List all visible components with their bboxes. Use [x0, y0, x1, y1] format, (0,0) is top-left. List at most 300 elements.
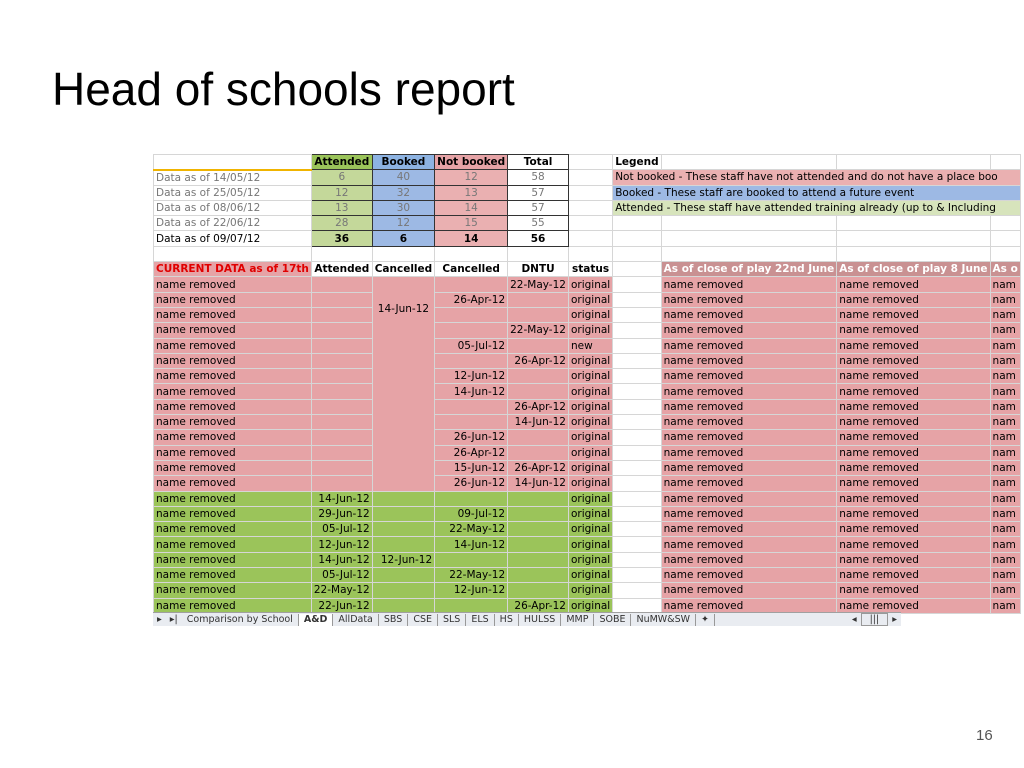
- close-8-june-cell[interactable]: name removed: [837, 506, 990, 521]
- cancelled-cell[interactable]: [372, 491, 434, 506]
- dntu-cell[interactable]: [508, 430, 569, 445]
- cell[interactable]: [613, 460, 661, 475]
- close-other-cell[interactable]: nam: [990, 522, 1020, 537]
- name-cell[interactable]: name removed: [154, 460, 312, 475]
- close-other-cell[interactable]: nam: [990, 491, 1020, 506]
- dntu-cell[interactable]: [508, 537, 569, 552]
- close-8-june-cell[interactable]: name removed: [837, 277, 990, 292]
- legend-item[interactable]: Booked - These staff are booked to attend a future event: [613, 185, 1021, 200]
- cell[interactable]: [613, 384, 661, 399]
- cell[interactable]: [568, 231, 612, 246]
- status-cell[interactable]: original: [568, 415, 612, 430]
- status-cell[interactable]: original: [568, 307, 612, 322]
- close-8-june-cell[interactable]: name removed: [837, 476, 990, 491]
- cell[interactable]: [568, 185, 612, 200]
- summary-not-booked[interactable]: 15: [435, 216, 508, 231]
- close-other-cell[interactable]: nam: [990, 292, 1020, 307]
- close-22-june-cell[interactable]: name removed: [661, 369, 837, 384]
- dntu-cell[interactable]: [508, 552, 569, 567]
- cell[interactable]: [154, 246, 312, 261]
- cell[interactable]: [837, 246, 990, 261]
- close-8-june-cell[interactable]: name removed: [837, 307, 990, 322]
- data-row: [154, 384, 1021, 399]
- cell[interactable]: [837, 231, 990, 246]
- close-22-june-cell[interactable]: name removed: [661, 460, 837, 475]
- attended-cell[interactable]: [311, 323, 372, 338]
- cancelled-merged-cell[interactable]: 14-Jun-12: [372, 277, 434, 491]
- summary-row-label[interactable]: Data as of 09/07/12: [154, 231, 312, 246]
- sheet-tab[interactable]: CSE: [408, 614, 438, 626]
- cell[interactable]: [613, 552, 661, 567]
- close-8-june-cell[interactable]: name removed: [837, 552, 990, 567]
- attended-cell[interactable]: [311, 430, 372, 445]
- status-cell[interactable]: original: [568, 353, 612, 368]
- close-22-june-cell[interactable]: name removed: [661, 445, 837, 460]
- header-current-data[interactable]: CURRENT DATA as of 17th: [154, 262, 312, 277]
- sheet-tab[interactable]: HULSS: [519, 614, 561, 626]
- summary-booked[interactable]: 6: [372, 231, 434, 246]
- status-cell[interactable]: original: [568, 369, 612, 384]
- close-8-june-cell[interactable]: name removed: [837, 445, 990, 460]
- summary-row-label[interactable]: Data as of 22/06/12: [154, 216, 312, 231]
- cancelled-cell[interactable]: [435, 277, 508, 292]
- close-22-june-cell[interactable]: name removed: [661, 323, 837, 338]
- insert-sheet-icon[interactable]: ✦: [696, 614, 715, 626]
- close-other-cell[interactable]: nam: [990, 338, 1020, 353]
- attended-cell[interactable]: 12-Jun-12: [311, 537, 372, 552]
- name-cell[interactable]: name removed: [154, 369, 312, 384]
- close-other-cell[interactable]: nam: [990, 399, 1020, 414]
- attended-cell[interactable]: 14-Jun-12: [311, 552, 372, 567]
- close-8-june-cell[interactable]: name removed: [837, 384, 990, 399]
- summary-total[interactable]: 58: [508, 170, 569, 185]
- summary-not-booked[interactable]: 14: [435, 231, 508, 246]
- status-cell[interactable]: original: [568, 430, 612, 445]
- close-other-cell[interactable]: nam: [990, 415, 1020, 430]
- cell[interactable]: [613, 369, 661, 384]
- attended-cell[interactable]: [311, 292, 372, 307]
- close-other-cell[interactable]: nam: [990, 506, 1020, 521]
- cell[interactable]: [568, 216, 612, 231]
- close-8-june-cell[interactable]: name removed: [837, 399, 990, 414]
- close-other-cell[interactable]: nam: [990, 445, 1020, 460]
- sheet-tab[interactable]: SLS: [438, 614, 466, 626]
- cell[interactable]: [613, 231, 661, 246]
- sheet-tab[interactable]: SOBE: [594, 614, 631, 626]
- close-22-june-cell[interactable]: name removed: [661, 430, 837, 445]
- dntu-cell[interactable]: [508, 491, 569, 506]
- close-22-june-cell[interactable]: name removed: [661, 277, 837, 292]
- cancelled-cell[interactable]: [435, 399, 508, 414]
- close-22-june-cell[interactable]: name removed: [661, 491, 837, 506]
- close-8-june-cell[interactable]: name removed: [837, 491, 990, 506]
- name-cell[interactable]: name removed: [154, 552, 312, 567]
- cell[interactable]: [990, 155, 1020, 170]
- summary-attended[interactable]: 12: [311, 185, 372, 200]
- data-row: [154, 476, 1021, 491]
- cancelled-cell[interactable]: [372, 506, 434, 521]
- cell[interactable]: [613, 277, 661, 292]
- dntu-cell[interactable]: [508, 292, 569, 307]
- cancelled-cell[interactable]: [435, 307, 508, 322]
- cell[interactable]: [661, 231, 837, 246]
- cell[interactable]: [661, 246, 837, 261]
- name-cell[interactable]: name removed: [154, 568, 312, 583]
- attended-cell[interactable]: [311, 460, 372, 475]
- cell[interactable]: [613, 307, 661, 322]
- status-cell[interactable]: original: [568, 384, 612, 399]
- close-8-june-cell[interactable]: name removed: [837, 415, 990, 430]
- cell[interactable]: [661, 155, 837, 170]
- sheet-tab[interactable]: ELS: [466, 614, 494, 626]
- summary-booked[interactable]: 30: [372, 200, 434, 215]
- name-cell[interactable]: name removed: [154, 583, 312, 598]
- name-cell[interactable]: name removed: [154, 338, 312, 353]
- legend-item[interactable]: Attended - These staff have attended training already (up to & Including: [613, 200, 1021, 215]
- attended-cell[interactable]: [311, 476, 372, 491]
- status-cell[interactable]: original: [568, 583, 612, 598]
- name-cell[interactable]: name removed: [154, 384, 312, 399]
- data-row: [154, 568, 1021, 583]
- name-cell[interactable]: name removed: [154, 522, 312, 537]
- horizontal-scrollbar[interactable]: [848, 613, 901, 626]
- scroll-left-icon[interactable]: ◂: [851, 614, 857, 625]
- dntu-cell[interactable]: 22-May-12: [508, 323, 569, 338]
- attended-cell[interactable]: 22-May-12: [311, 583, 372, 598]
- close-22-june-cell[interactable]: name removed: [661, 353, 837, 368]
- summary-total[interactable]: 57: [508, 200, 569, 215]
- attended-cell[interactable]: [311, 307, 372, 322]
- close-8-june-cell[interactable]: name removed: [837, 292, 990, 307]
- dntu-cell[interactable]: 22-May-12: [508, 277, 569, 292]
- sheet-tab[interactable]: AllData: [333, 614, 378, 626]
- close-22-june-cell[interactable]: name removed: [661, 552, 837, 567]
- attended-cell[interactable]: 29-Jun-12: [311, 506, 372, 521]
- sheet-tab[interactable]: Comparison by School: [182, 614, 299, 626]
- close-other-cell[interactable]: nam: [990, 277, 1020, 292]
- status-cell[interactable]: original: [568, 568, 612, 583]
- summary-row-label[interactable]: Data as of 25/05/12: [154, 185, 312, 200]
- close-other-cell[interactable]: nam: [990, 476, 1020, 491]
- cell[interactable]: [508, 246, 569, 261]
- dntu-cell[interactable]: 26-Apr-12: [508, 399, 569, 414]
- attended-cell[interactable]: 05-Jul-12: [311, 522, 372, 537]
- cancelled-cell[interactable]: [435, 353, 508, 368]
- cell[interactable]: [837, 216, 990, 231]
- summary-attended[interactable]: 36: [311, 231, 372, 246]
- sheet-tab[interactable]: A&D: [299, 614, 334, 626]
- name-cell[interactable]: name removed: [154, 323, 312, 338]
- cell[interactable]: [613, 353, 661, 368]
- cancelled-cell[interactable]: 22-May-12: [435, 522, 508, 537]
- header-dntu[interactable]: DNTU: [508, 262, 569, 277]
- close-22-june-cell[interactable]: name removed: [661, 568, 837, 583]
- summary-header-booked[interactable]: Booked: [372, 155, 434, 170]
- close-8-june-cell[interactable]: name removed: [837, 460, 990, 475]
- status-cell[interactable]: original: [568, 292, 612, 307]
- close-22-june-cell[interactable]: name removed: [661, 399, 837, 414]
- close-other-cell[interactable]: nam: [990, 323, 1020, 338]
- attended-cell[interactable]: [311, 338, 372, 353]
- close-22-june-cell[interactable]: name removed: [661, 583, 837, 598]
- close-other-cell[interactable]: nam: [990, 598, 1020, 613]
- cancelled-cell[interactable]: [435, 491, 508, 506]
- summary-attended[interactable]: 28: [311, 216, 372, 231]
- cancelled-cell[interactable]: 26-Jun-12: [435, 476, 508, 491]
- close-8-june-cell[interactable]: name removed: [837, 598, 990, 613]
- close-8-june-cell[interactable]: name removed: [837, 522, 990, 537]
- dntu-cell[interactable]: [508, 506, 569, 521]
- header-close-8-june[interactable]: As of close of play 8 June: [837, 262, 990, 277]
- summary-total[interactable]: 55: [508, 216, 569, 231]
- close-other-cell[interactable]: nam: [990, 552, 1020, 567]
- status-cell[interactable]: original: [568, 399, 612, 414]
- status-cell[interactable]: original: [568, 506, 612, 521]
- summary-not-booked[interactable]: 14: [435, 200, 508, 215]
- cell[interactable]: [613, 338, 661, 353]
- close-8-june-cell[interactable]: name removed: [837, 369, 990, 384]
- sheet-tab[interactable]: NuMW&SW: [631, 614, 696, 626]
- summary-attended[interactable]: 6: [311, 170, 372, 185]
- scroll-right-icon[interactable]: ▸: [892, 614, 897, 625]
- close-22-june-cell[interactable]: name removed: [661, 537, 837, 552]
- cancelled-cell[interactable]: [435, 415, 508, 430]
- first-sheet-icon[interactable]: ▸: [157, 614, 162, 625]
- name-cell[interactable]: name removed: [154, 476, 312, 491]
- cancelled-cell[interactable]: 26-Apr-12: [435, 445, 508, 460]
- summary-not-booked[interactable]: 12: [435, 170, 508, 185]
- name-cell[interactable]: name removed: [154, 491, 312, 506]
- cell[interactable]: [613, 583, 661, 598]
- close-8-june-cell[interactable]: name removed: [837, 430, 990, 445]
- cell[interactable]: [990, 231, 1020, 246]
- close-other-cell[interactable]: nam: [990, 369, 1020, 384]
- summary-total[interactable]: 57: [508, 185, 569, 200]
- summary-row-label[interactable]: Data as of 14/05/12: [154, 170, 312, 185]
- cell[interactable]: [990, 246, 1020, 261]
- cancelled-cell[interactable]: 14-Jun-12: [435, 384, 508, 399]
- dntu-cell[interactable]: 26-Apr-12: [508, 460, 569, 475]
- attended-cell[interactable]: [311, 445, 372, 460]
- cancelled-cell[interactable]: [372, 568, 434, 583]
- sheet-tab[interactable]: HS: [495, 614, 519, 626]
- cancelled-cell[interactable]: 14-Jun-12: [435, 537, 508, 552]
- status-cell[interactable]: original: [568, 522, 612, 537]
- scroll-thumb[interactable]: |||: [861, 613, 889, 626]
- dntu-cell[interactable]: [508, 445, 569, 460]
- cell[interactable]: [837, 155, 990, 170]
- cell[interactable]: [613, 415, 661, 430]
- close-other-cell[interactable]: nam: [990, 460, 1020, 475]
- cancelled-cell[interactable]: 05-Jul-12: [435, 338, 508, 353]
- summary-not-booked[interactable]: 13: [435, 185, 508, 200]
- dntu-cell[interactable]: [508, 522, 569, 537]
- attended-cell[interactable]: [311, 399, 372, 414]
- cell[interactable]: [568, 155, 612, 170]
- attended-cell[interactable]: 14-Jun-12: [311, 491, 372, 506]
- name-cell[interactable]: name removed: [154, 415, 312, 430]
- summary-booked[interactable]: 32: [372, 185, 434, 200]
- cell[interactable]: [613, 399, 661, 414]
- close-22-june-cell[interactable]: name removed: [661, 506, 837, 521]
- cancelled-cell[interactable]: 15-Jun-12: [435, 460, 508, 475]
- status-cell[interactable]: original: [568, 323, 612, 338]
- dntu-cell[interactable]: [508, 369, 569, 384]
- cell[interactable]: [613, 506, 661, 521]
- header-close-22-june[interactable]: As of close of play 22nd June: [661, 262, 837, 277]
- legend-title[interactable]: Legend: [613, 155, 661, 170]
- cell[interactable]: [990, 216, 1020, 231]
- cell[interactable]: [613, 445, 661, 460]
- attended-cell[interactable]: [311, 384, 372, 399]
- name-cell[interactable]: name removed: [154, 277, 312, 292]
- cell[interactable]: [613, 323, 661, 338]
- name-cell[interactable]: name removed: [154, 292, 312, 307]
- name-cell[interactable]: name removed: [154, 430, 312, 445]
- name-cell[interactable]: name removed: [154, 445, 312, 460]
- header-close-other[interactable]: As o: [990, 262, 1020, 277]
- status-cell[interactable]: original: [568, 460, 612, 475]
- summary-booked[interactable]: 40: [372, 170, 434, 185]
- slide-title: Head of schools report: [52, 63, 515, 115]
- attended-cell[interactable]: [311, 353, 372, 368]
- status-cell[interactable]: original: [568, 445, 612, 460]
- cancelled-cell[interactable]: [372, 537, 434, 552]
- attended-cell[interactable]: [311, 277, 372, 292]
- name-cell[interactable]: name removed: [154, 537, 312, 552]
- close-other-cell[interactable]: nam: [990, 353, 1020, 368]
- dntu-cell[interactable]: 14-Jun-12: [508, 415, 569, 430]
- cell[interactable]: [568, 200, 612, 215]
- dntu-cell[interactable]: [508, 384, 569, 399]
- legend-item[interactable]: Not booked - These staff have not attended and do not have a place boo: [613, 170, 1021, 185]
- close-other-cell[interactable]: nam: [990, 430, 1020, 445]
- cell[interactable]: [613, 491, 661, 506]
- name-cell[interactable]: name removed: [154, 598, 312, 613]
- dntu-cell[interactable]: 26-Apr-12: [508, 353, 569, 368]
- attended-cell[interactable]: [311, 369, 372, 384]
- status-cell[interactable]: original: [568, 476, 612, 491]
- cell[interactable]: [661, 216, 837, 231]
- summary-header-attended[interactable]: Attended: [311, 155, 372, 170]
- cancelled-cell[interactable]: 12-Jun-12: [435, 369, 508, 384]
- status-cell[interactable]: original: [568, 277, 612, 292]
- sheet-tab[interactable]: MMP: [561, 614, 594, 626]
- sheet-tab[interactable]: SBS: [379, 614, 408, 626]
- header-cancelled-2[interactable]: Cancelled: [435, 262, 508, 277]
- attended-cell[interactable]: 05-Jul-12: [311, 568, 372, 583]
- summary-attended[interactable]: 13: [311, 200, 372, 215]
- cell[interactable]: [311, 246, 372, 261]
- cancelled-cell[interactable]: 26-Jun-12: [435, 430, 508, 445]
- attended-cell[interactable]: 22-Jun-12: [311, 598, 372, 613]
- close-22-june-cell[interactable]: name removed: [661, 384, 837, 399]
- close-22-june-cell[interactable]: name removed: [661, 292, 837, 307]
- cancelled-cell[interactable]: 22-May-12: [435, 568, 508, 583]
- summary-corner-cell[interactable]: [154, 155, 312, 170]
- cell[interactable]: [613, 246, 661, 261]
- close-other-cell[interactable]: nam: [990, 537, 1020, 552]
- close-8-june-cell[interactable]: name removed: [837, 323, 990, 338]
- cancelled-cell[interactable]: 09-Jul-12: [435, 506, 508, 521]
- cancelled-cell[interactable]: [435, 323, 508, 338]
- close-8-june-cell[interactable]: name removed: [837, 583, 990, 598]
- close-22-june-cell[interactable]: name removed: [661, 307, 837, 322]
- close-8-june-cell[interactable]: name removed: [837, 338, 990, 353]
- cancelled-cell[interactable]: [372, 583, 434, 598]
- close-22-june-cell[interactable]: name removed: [661, 476, 837, 491]
- dntu-cell[interactable]: [508, 338, 569, 353]
- cell[interactable]: [613, 568, 661, 583]
- header-attended[interactable]: Attended: [311, 262, 372, 277]
- cancelled-cell[interactable]: [372, 522, 434, 537]
- close-other-cell[interactable]: nam: [990, 583, 1020, 598]
- attended-cell[interactable]: [311, 415, 372, 430]
- cancelled-cell[interactable]: 12-Jun-12: [435, 583, 508, 598]
- data-row: [154, 292, 1021, 307]
- name-cell[interactable]: name removed: [154, 506, 312, 521]
- close-other-cell[interactable]: nam: [990, 384, 1020, 399]
- close-other-cell[interactable]: nam: [990, 307, 1020, 322]
- close-8-june-cell[interactable]: name removed: [837, 353, 990, 368]
- dntu-cell[interactable]: [508, 307, 569, 322]
- cancelled-cell[interactable]: 26-Apr-12: [435, 292, 508, 307]
- dntu-cell[interactable]: [508, 568, 569, 583]
- name-cell[interactable]: name removed: [154, 399, 312, 414]
- summary-booked[interactable]: 12: [372, 216, 434, 231]
- cell[interactable]: [568, 246, 612, 261]
- cell[interactable]: [613, 430, 661, 445]
- cell[interactable]: [435, 246, 508, 261]
- status-cell[interactable]: original: [568, 537, 612, 552]
- cell[interactable]: [568, 170, 612, 185]
- header-status[interactable]: status: [568, 262, 612, 277]
- summary-header-total[interactable]: Total: [508, 155, 569, 170]
- summary-total[interactable]: 56: [508, 231, 569, 246]
- cell[interactable]: [613, 262, 661, 277]
- summary-header-not-booked[interactable]: Not booked: [435, 155, 508, 170]
- name-cell[interactable]: name removed: [154, 353, 312, 368]
- cancelled-cell[interactable]: 12-Jun-12: [372, 552, 434, 567]
- close-22-june-cell[interactable]: name removed: [661, 598, 837, 613]
- status-cell[interactable]: original: [568, 598, 612, 613]
- cell[interactable]: [613, 292, 661, 307]
- status-cell[interactable]: original: [568, 491, 612, 506]
- last-sheet-icon[interactable]: ▸|: [169, 614, 178, 625]
- cell[interactable]: [613, 216, 661, 231]
- dntu-cell[interactable]: [508, 583, 569, 598]
- cancelled-cell[interactable]: [435, 552, 508, 567]
- status-cell[interactable]: original: [568, 552, 612, 567]
- close-22-june-cell[interactable]: name removed: [661, 522, 837, 537]
- close-8-june-cell[interactable]: name removed: [837, 568, 990, 583]
- status-cell[interactable]: new: [568, 338, 612, 353]
- cell[interactable]: [613, 522, 661, 537]
- data-row: [154, 399, 1021, 414]
- dntu-cell[interactable]: 14-Jun-12: [508, 476, 569, 491]
- close-8-june-cell[interactable]: name removed: [837, 537, 990, 552]
- header-cancelled-1[interactable]: Cancelled: [372, 262, 434, 277]
- cell[interactable]: [372, 246, 434, 261]
- name-cell[interactable]: name removed: [154, 307, 312, 322]
- summary-row-label[interactable]: Data as of 08/06/12: [154, 200, 312, 215]
- cell[interactable]: [613, 537, 661, 552]
- close-22-june-cell[interactable]: name removed: [661, 415, 837, 430]
- cell[interactable]: [613, 476, 661, 491]
- close-22-june-cell[interactable]: name removed: [661, 338, 837, 353]
- close-other-cell[interactable]: nam: [990, 568, 1020, 583]
- dntu-cell[interactable]: 26-Apr-12: [508, 598, 569, 613]
